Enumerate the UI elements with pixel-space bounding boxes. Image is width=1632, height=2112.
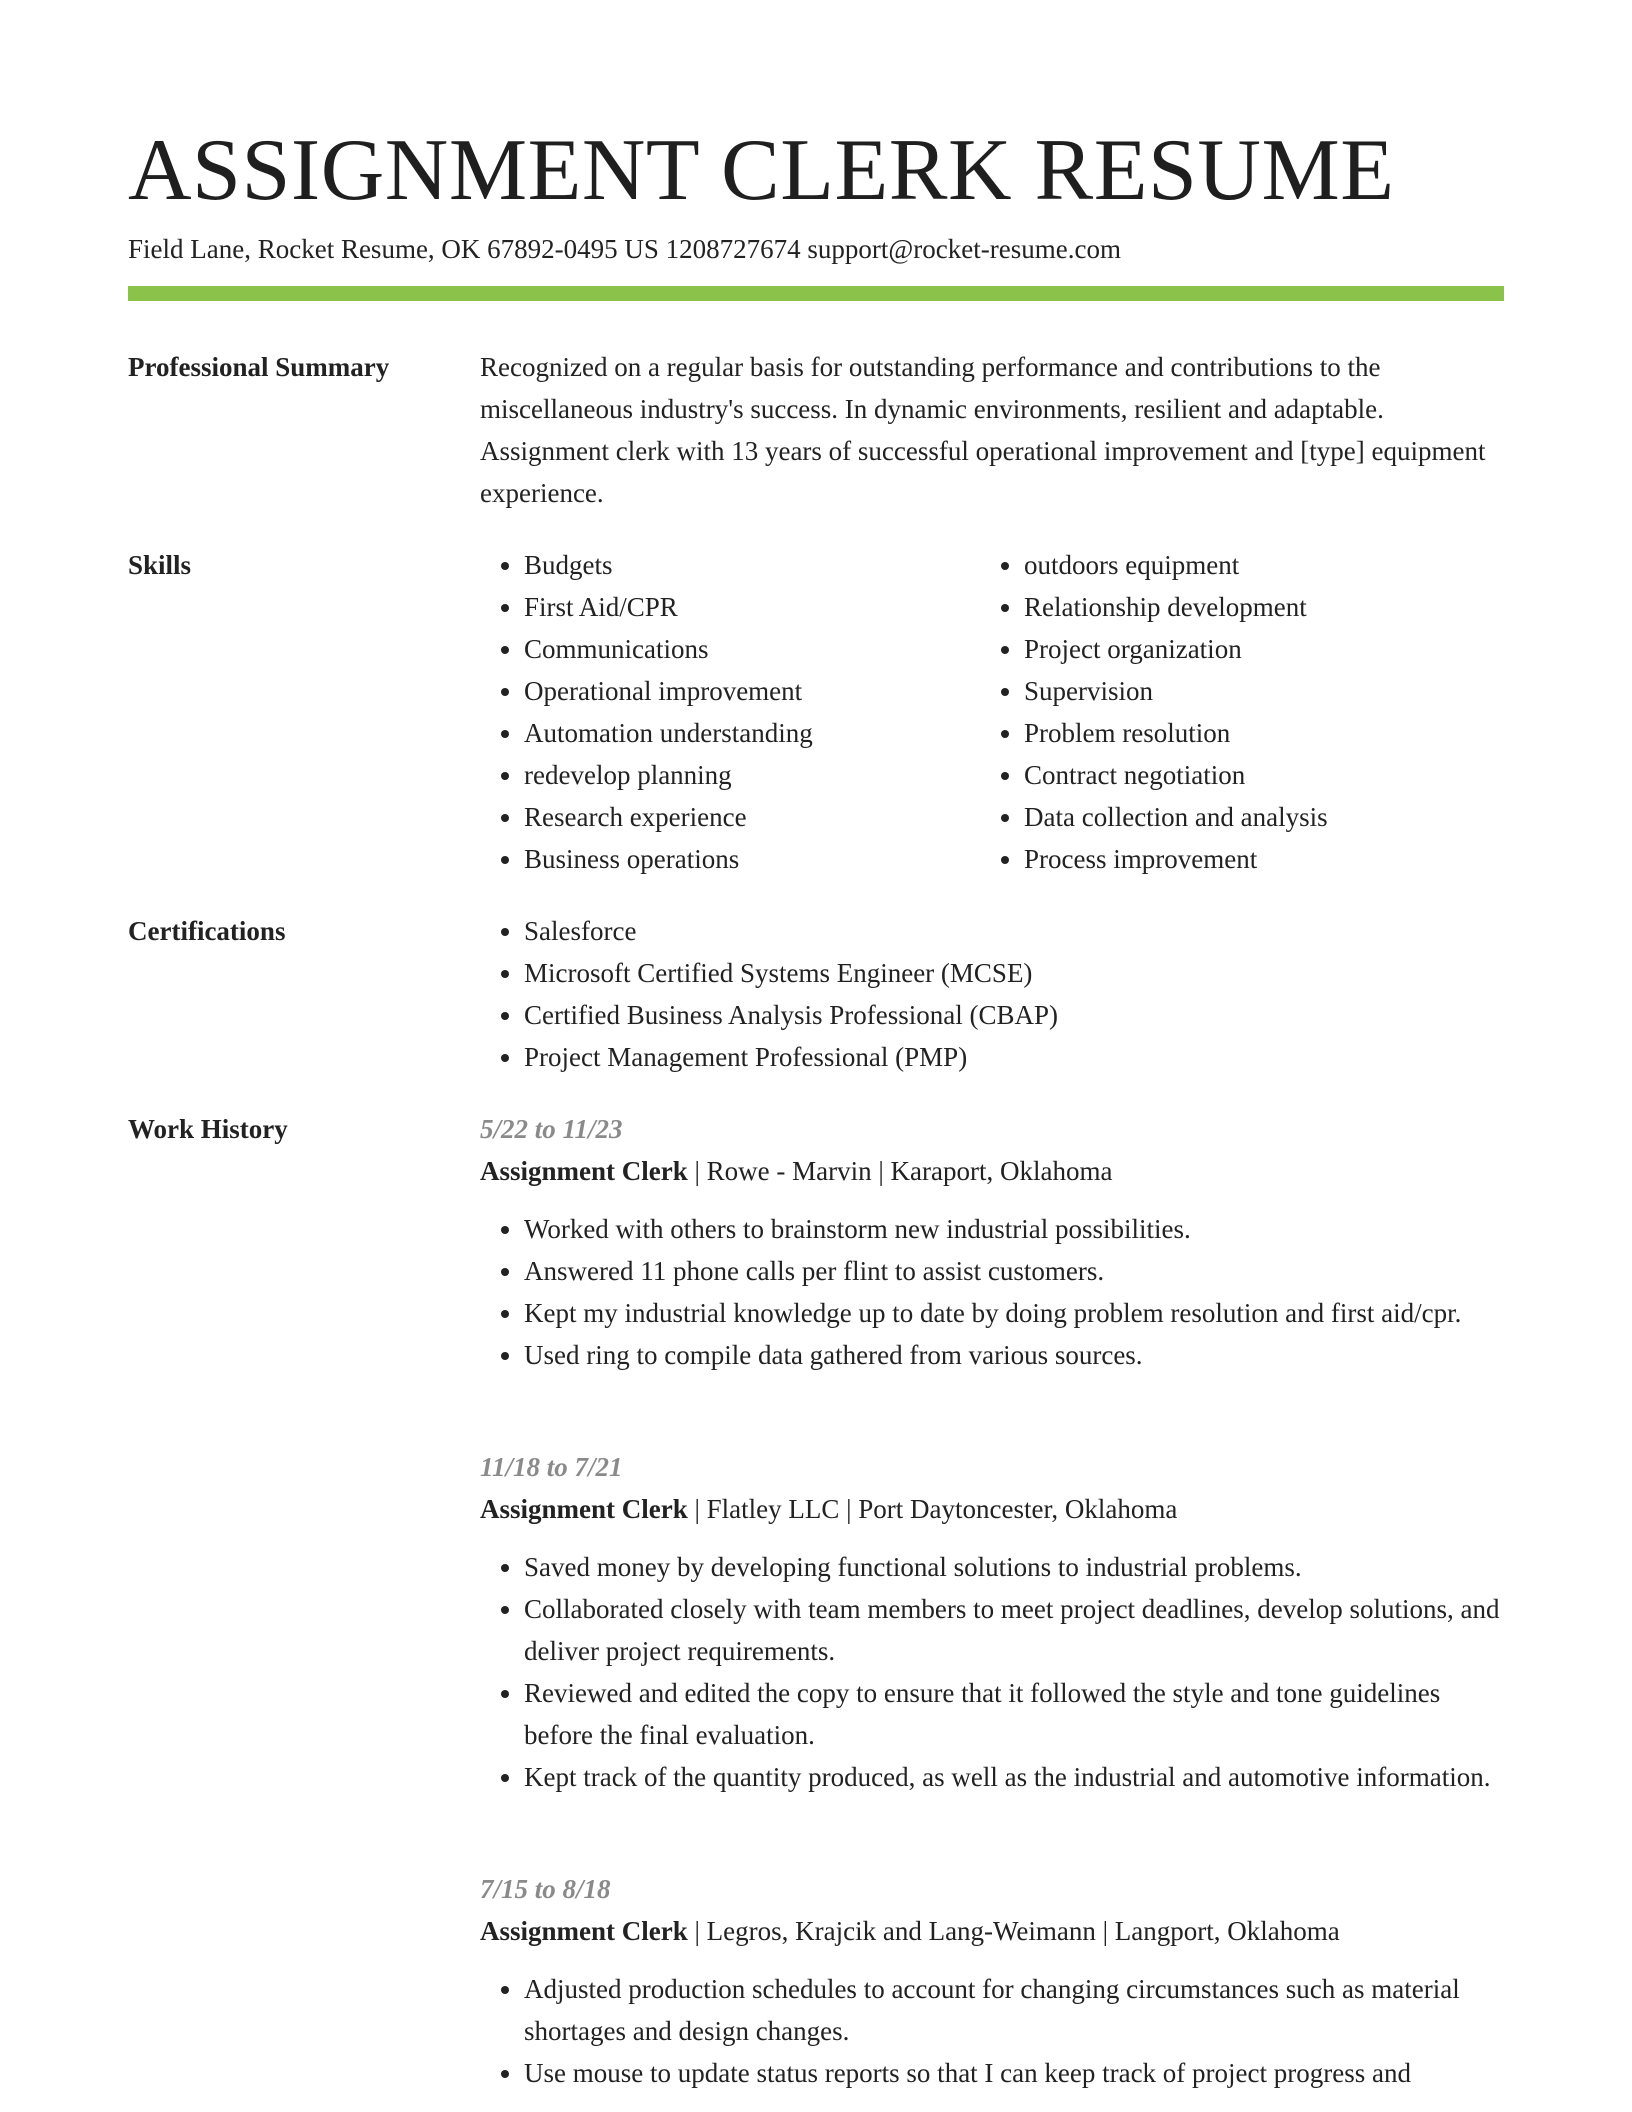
job-company-location: | Flatley LLC | Port Daytoncester, Oklahoma [694, 1494, 1178, 1524]
job-entry [480, 1108, 1504, 1376]
job-bullets [480, 1546, 1504, 1798]
job-dates: 7/15 to 8/18 [480, 1874, 611, 1904]
skill-item: • Project organization [1024, 628, 1504, 670]
skills-section [480, 544, 1504, 884]
certification-item: • Salesforce [524, 910, 1504, 952]
skill-item: • Contract negotiation [1024, 754, 1504, 796]
job-heading [480, 1150, 1504, 1192]
section-label-work-history: Work History [128, 1114, 288, 1144]
section-label-skills: Skills [128, 550, 192, 580]
skill-item: • Relationship development [1024, 586, 1504, 628]
job-bullet: • Collaborated closely with team members to meet project deadlines, develop solutions, and deliver project requirements. [524, 1588, 1504, 1672]
job-bullet: • Answered 11 phone calls per flint to assist customers. [524, 1250, 1504, 1292]
job-bullet: • Kept track of the quantity produced, as well as the industrial and automotive information. [524, 1756, 1504, 1798]
certification-item: • Certified Business Analysis Professional (CBAP) [524, 994, 1504, 1036]
skills-list-left [480, 544, 960, 880]
summary-text: Recognized on a regular basis for outstanding performance and contributions to the miscellaneous industry's success. In dynamic environments, resilient and adaptable. Assignment clerk with 13 years of successful operational improvement and [type] equipment experience. [480, 352, 1486, 508]
job-bullet: • Saved money by developing functional solutions to industrial problems. [524, 1546, 1504, 1588]
contact-line: Field Lane, Rocket Resume, OK 67892-0495 US 1208727674 support@rocket-resume.com [128, 234, 1121, 264]
job-entry [480, 1868, 1504, 2094]
skill-item: • Data collection and analysis [1024, 796, 1504, 838]
skill-item: • Supervision [1024, 670, 1504, 712]
job-company-location: | Rowe - Marvin | Karaport, Oklahoma [694, 1156, 1113, 1186]
job-dates: 5/22 to 11/23 [480, 1114, 623, 1144]
skills-column-left [480, 544, 960, 880]
certification-item: • Project Management Professional (PMP) [524, 1036, 1504, 1078]
job-bullet: • Used ring to compile data gathered from various sources. [524, 1334, 1504, 1376]
skill-item: • Problem resolution [1024, 712, 1504, 754]
job-bullets [480, 1208, 1504, 1376]
job-title: Assignment Clerk [480, 1494, 688, 1524]
skill-item: • Budgets [524, 544, 960, 586]
job-bullet: • Use mouse to update status reports so that I can keep track of project progress and [524, 2052, 1504, 2094]
job-bullet: • Reviewed and edited the copy to ensure that it followed the style and tone guidelines before the final evaluation. [524, 1672, 1504, 1756]
skills-column-right [980, 544, 1504, 880]
skill-item: • Operational improvement [524, 670, 960, 712]
job-entry [480, 1446, 1504, 1798]
job-bullet: • Adjusted production schedules to account for changing circumstances such as material shortages and design changes. [524, 1968, 1504, 2052]
job-company-location: | Legros, Krajcik and Lang-Weimann | Langport, Oklahoma [694, 1916, 1340, 1946]
skill-item: • outdoors equipment [1024, 544, 1504, 586]
section-label-summary: Professional Summary [128, 352, 390, 382]
certifications-section [480, 910, 1504, 1078]
job-bullet: • Kept my industrial knowledge up to date by doing problem resolution and first aid/cpr. [524, 1292, 1504, 1334]
summary-section [480, 346, 1504, 514]
skill-item: • Business operations [524, 838, 960, 880]
section-label-certifications: Certifications [128, 916, 286, 946]
job-dates: 11/18 to 7/21 [480, 1452, 623, 1482]
certification-item: • Microsoft Certified Systems Engineer (MCSE) [524, 952, 1504, 994]
job-heading [480, 1488, 1504, 1530]
skill-item: • redevelop planning [524, 754, 960, 796]
job-title: Assignment Clerk [480, 1916, 688, 1946]
certifications-list [480, 910, 1504, 1078]
skill-item: • First Aid/CPR [524, 586, 960, 628]
job-title: Assignment Clerk [480, 1156, 688, 1186]
skills-list-right [980, 544, 1504, 880]
skill-item: • Process improvement [1024, 838, 1504, 880]
resume-title: ASSIGNMENT CLERK RESUME [128, 122, 1395, 219]
skill-item: • Communications [524, 628, 960, 670]
job-heading [480, 1910, 1504, 1952]
job-bullet: • Worked with others to brainstorm new industrial possibilities. [524, 1208, 1504, 1250]
skill-item: • Research experience [524, 796, 960, 838]
job-bullets [480, 1968, 1504, 2094]
skill-item: • Automation understanding [524, 712, 960, 754]
accent-divider [128, 286, 1504, 301]
